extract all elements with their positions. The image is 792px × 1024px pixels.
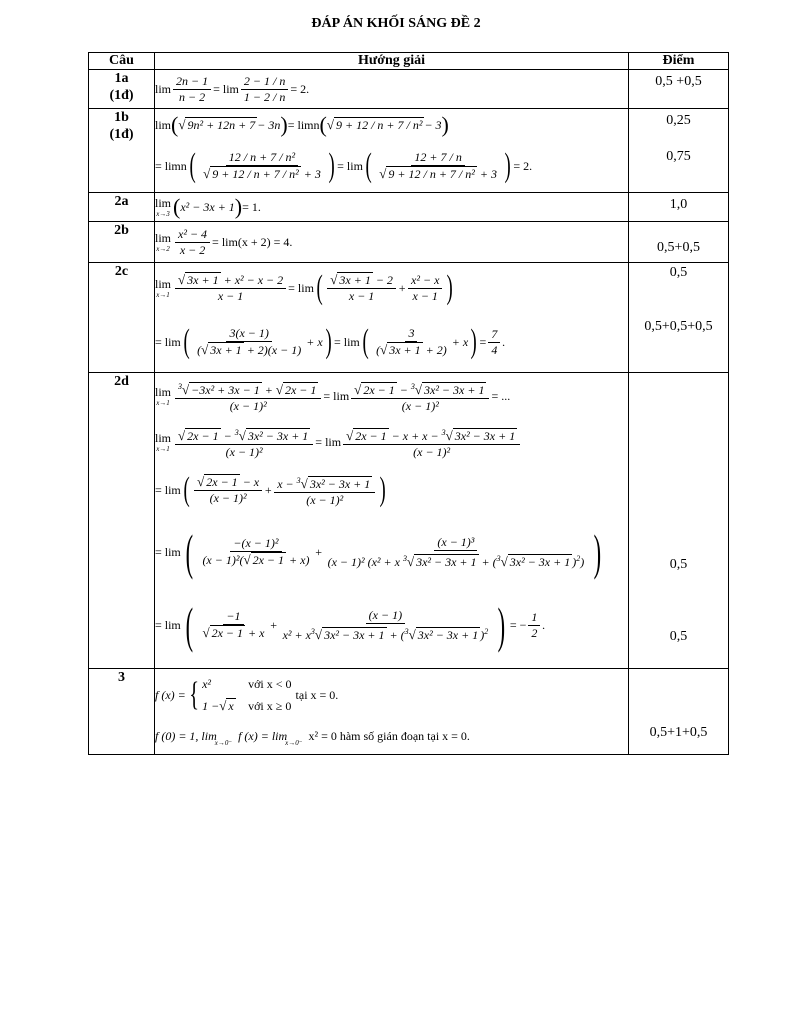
answer-table [88,52,729,755]
table-header-row [89,53,729,70]
table-row [89,109,729,193]
solution-cell: lim x→1 $\frac{^3√ -3x^2 + 3x - 1 + √ 2x - 1}{\text{(x − 1)²}}$ = lim $\frac{√ 2x - 1 - ^3√ 3x^2 - 3x + 1}{\text{(x − 1)²}}$ = ... lim x→1 $\frac{√ 2x - 1 - ^3√ 3x^2 - 3x + 1}{\text{(x − 1)²}}$ = lim $\frac{√ 2x - 1 - x + x - ^3√ 3x^2 - 3x + 1}{\text{(x − 1)²}}$ = lim ( $\frac{√ 2x - 1 - x}{\text{(x − 1)²}}$ + $\frac{x - ^3√ 3x^2 - 3x + 1}{\text{(x − 1)²}}$ ) = lim ( $\frac{\text{−(x − 1)²}}{\text{(x − 1)²(√ 2x − 1 + x)}}$ + $\frac{\text{(x − 1)³}}{(x - 1)^2 (x^2 + x ^3√ 3x^2 - 3x + 1 + (^3√ 3x^2 - 3x + 1 )^2)}$ ) = lim ( $\frac{-1}{√ 2x - 1 + x}$ + $\frac{(x - 1)}{x^2 + x^3√ 3x^2 - 3x + 1 + (^3√ 3x^2 - 3x + 1 )^2}$ ) = − $\frac{1}{2}$ . [155,373,629,669]
points-cell: 0,5+1+0,5 [629,669,729,755]
points-cell: 0,5 0,5+0,5+0,5 [629,263,729,373]
question-label: 2b [89,222,155,263]
table-row [89,193,729,222]
table-row [89,669,729,755]
question-label: 1b (1đ) [89,109,155,193]
question-label: 1a (1đ) [89,70,155,109]
header-huong-giai: Hướng giải [155,53,629,70]
points-cell: 0,5 0,5 [629,373,729,669]
points-cell: 0,5 +0,5 [629,70,729,109]
question-label: 3 [89,669,155,755]
solution-cell: lim x→2 $\frac{\text{x² − 4}}{x - 2}$ = lim(x + 2) = 4. [155,222,629,263]
table-row [89,70,729,109]
solution-cell: lim x→1 $\frac{\text{√ 3x + 1 + x² − x − 2}}{x - 1}$ = lim ( $\frac{√ 3x + 1 - 2}{x - 1}$ + $\frac{\text{x² − x}}{x - 1}$ ) = lim ( $\frac{3(x - 1)}{(√ 3x + 1 + 2)(x - 1)}$ + x ) = lim ( $\frac{3}{(√ 3x + 1 + 2)}$ + x ) = $\frac{7}{4}$ . [155,263,629,373]
points-cell: 0,25 0,75 [629,109,729,193]
header-cau: Câu [89,53,155,70]
question-label: 2c [89,263,155,373]
table-row [89,263,729,373]
question-label: 2d [89,373,155,669]
question-label: 2a [89,193,155,222]
solution-cell: lim x→3 ( x² − 3x + 1 ) = 1. [155,193,629,222]
solution-cell: f (x) = { x² với x < 0 1 −√ x với x ≥ 0 tại x = 0. f (0) = 1, lim x→0⁻ f (x) = lim x→0⁻ x² = 0 hàm số gián đoạn tại x = 0. [155,669,629,755]
header-diem: Điểm [629,53,729,70]
page-title: ĐÁP ÁN KHỐI SÁNG ĐỀ 2 [311,16,481,31]
table-row [89,222,729,263]
points-cell: 1,0 [629,193,729,222]
solution-cell: lim $\frac{2n - 1}{n - 2}$ = lim $\frac{2 - 1 / n}{1 - 2 / n}$ = 2. [155,70,629,109]
table-row [89,373,729,669]
solution-cell: lim ( √ 9n² + 12n + 7 − 3n ) = limn ( √ 9 + 12 / n + 7 / n² − 3 ) = limn ( $\frac{\text{12 / n + 7 / n²}}{\text{√ 9 + 12 / n + 7 / n² + 3}}$ ) = lim ( $\frac{12 + 7 / n}{\text{√ 9 + 12 / n + 7 / n² + 3}}$ ) = 2. [155,109,629,193]
points-cell: 0,5+0,5 [629,222,729,263]
